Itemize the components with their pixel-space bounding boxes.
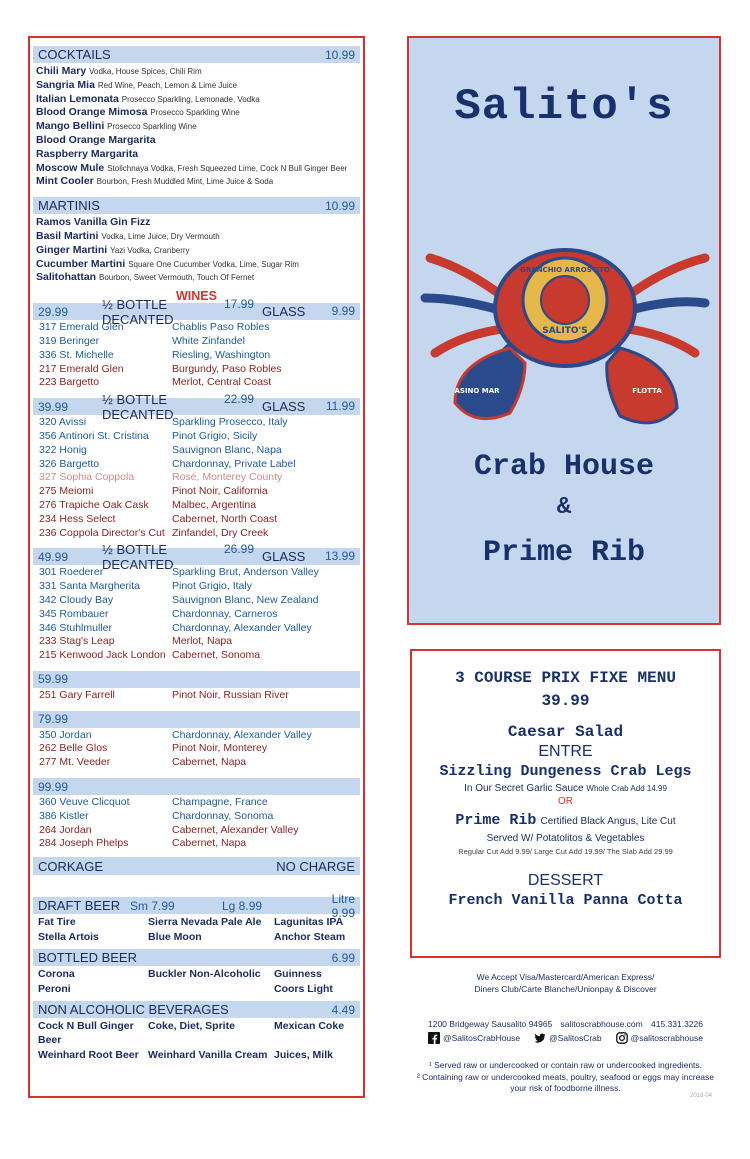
wine-row [36,335,357,349]
wine-bottle-price: 59.99 [38,672,69,687]
prix-fixe-crab-add: Whole Crab Add 14.99 [586,784,667,793]
social-links [410,1032,721,1044]
bottled_beer-cell: Peroni [38,983,71,996]
wine-row [36,430,357,444]
wine-name: 251 Gary Farrell [39,688,115,701]
wine-row [36,527,357,541]
cocktails-item [36,162,357,176]
corkage-label: CORKAGE [38,858,104,874]
crab-seal-arc: GRANCHIO ARROSTITO [520,266,610,274]
wine-row [36,499,357,513]
cocktails-item-desc: Prosecco Sparkling Wine [150,108,240,118]
wine-half-price: 17.99 [223,296,254,311]
martinis-header [33,197,360,214]
martinis-title: MARTINIS [38,198,100,214]
wine-varietal: Chardonnay, Carneros [172,607,278,620]
draft-beer-lg: Lg 8.99 [222,898,263,913]
wine-glass [262,549,355,564]
instagram-handle: @salitoscrabhouse [630,1033,703,1043]
cocktails-item-name: Blood Orange Margarita [36,133,156,146]
cocktails-item-name: Chili Mary [36,65,87,77]
wine-bottle-price: 79.99 [38,712,69,727]
bottled_beer-row [33,966,360,981]
wine-row [36,837,357,851]
cocktails-item-name: Mint Cooler [36,175,94,188]
draft-beer-list [33,914,360,944]
wine-varietal: Pinot Noir, Russian River [172,688,289,701]
wine-name: 233 Stag's Leap [39,635,115,648]
wine-row [36,566,357,580]
wine-group-list [33,728,360,770]
prix-fixe-heading: 3 COURSE PRIX FIXE MENU [455,669,676,687]
non_alcoholic-cell: Mexican Coke [274,1020,345,1033]
martinis-item-desc: Vodka, Lime Juice, Dry Vermouth [101,231,220,241]
cocktails-item-name: Moscow Mule [36,161,105,174]
bottled_beer-cell: Guinness [274,968,322,981]
cocktails-item-desc: Prosecco Sparkling Wine [107,122,197,132]
cocktails-item [36,79,357,93]
non_alcoholic-cell: Cock N Bull Ginger Beer [38,1020,134,1047]
wine-name: 234 Hess Select [39,512,116,525]
wine-name: 215 Kenwood Jack London [39,649,166,662]
wine-row [36,363,357,377]
draft-beer-litre: Litre 9.99 [331,891,355,920]
cocktails-item [36,120,357,134]
prix-fixe-crab: Sizzling Dungeness Crab Legs [439,763,692,780]
wine-row [36,810,357,824]
wine-group-header [33,778,360,795]
cocktails-item-desc: Vodka, House Spices, Chili Rim [89,67,202,76]
wine-name: 360 Veuve Clicquot [39,796,130,809]
wine-varietal: Burgundy, Paso Robles [172,362,282,375]
wine-name: 276 Trapiche Oak Cask [39,498,149,511]
wine-varietal: Cabernet, Napa [172,837,247,850]
bottled-beer-title: BOTTLED BEER [38,950,137,966]
wine-name: 342 Cloudy Bay [39,593,114,606]
prix-fixe-panel [410,649,721,958]
prix-fixe-rib-line [412,810,719,832]
cocktails-item [36,106,357,120]
wine-varietal: Merlot, Central Coast [172,376,272,389]
brand-title: Salito's [454,82,674,132]
wine-varietal: White Zinfandel [172,334,245,347]
wine-name: 264 Jordan [39,823,92,836]
wine-varietal: Zinfandel, Dry Creek [172,526,269,539]
wine-name: 345 Rombauer [39,607,109,620]
wine-varietal: Merlot, Napa [172,635,233,648]
wine-varietal: Cabernet, North Coast [172,512,278,525]
cocktails-item [36,148,357,162]
non-alcoholic-title: NON ALCOHOLIC BEVERAGES [38,1002,229,1018]
crab-claw-left-text: ASINO MAR [454,387,500,395]
wine-varietal: Pinot Noir, Monterey [172,742,268,755]
bottled_beer-cell: Coors Light [274,983,333,996]
non_alcoholic-cell: Weinhard Vanilla Cream [148,1049,268,1062]
wine-name: 301 Roederer [39,566,104,579]
wines-title: WINES [176,289,217,304]
wine-varietal: Chablis Paso Robles [172,321,270,334]
twitter-handle: @SalitosCrab [549,1033,602,1043]
crab-claw-left [455,348,525,419]
non-alcoholic-price: 4.49 [331,1002,355,1017]
draft_beer-row [33,929,360,944]
wine-row [36,471,357,485]
bottled-beer-list [33,966,360,996]
martinis-item [36,216,357,230]
wine-group-header [33,541,360,572]
social-twitter[interactable] [534,1032,602,1044]
cocktails-item-desc: Prosecco Sparkling, Lemonade, Vodka [121,94,260,104]
wine-bottle-price: 39.99 [38,399,69,414]
non-alcoholic-header [33,1001,360,1018]
wine-name: 327 Sophia Coppola [39,471,135,484]
draft_beer-cell: Lagunitas IPA [274,916,344,929]
draft-beer-title: DRAFT BEER [38,898,121,914]
martinis-item [36,244,357,258]
wine-name: 320 Avissi [39,416,87,429]
wine-name: 356 Antinori St. Cristina [39,429,149,442]
prix-fixe-rib-desc: Certified Black Angus, Lite Cut [540,816,676,827]
prix-fixe-dessert-label: DESSERT [527,872,604,889]
wine-name: 217 Emerald Glen [39,362,124,375]
draft_beer-cell: Blue Moon [148,931,202,944]
contact-info [410,1019,721,1031]
cocktails-item [36,134,357,148]
wine-half-label: ½ BOTTLE DECANTED [102,391,174,422]
bottled_beer-row [33,981,360,996]
wine-row [36,796,357,810]
non_alcoholic-cell: Juices, Milk [274,1049,333,1062]
martinis-item-name: Cucumber Martini [36,257,126,270]
wine-varietal: Chardonnay, Private Label [172,457,296,470]
cocktails-item-name: Raspberry Margarita [36,147,139,160]
cocktails-item-name: Blood Orange Mimosa [36,106,148,119]
corkage-band [33,857,360,875]
wine-row [36,444,357,458]
martinis-item-desc: Square One Cucumber Vodka, Lime, Sugar Rim [128,259,299,269]
crab-logo-text: SALITO'S [542,326,588,336]
wine-glass-label: GLASS [262,304,306,320]
health-disclaimer [410,1060,721,1095]
wine-glass-label: GLASS [262,399,306,415]
wine-row [36,649,357,663]
draft-beer-header [33,891,360,920]
non-alcoholic-list [33,1018,360,1062]
wine-name: 336 St. Michelle [39,348,114,361]
prix-fixe-crab-desc [412,782,719,796]
cocktails-header [33,46,360,63]
wine-varietal: Champagne, France [172,796,268,809]
wine-glass [262,399,355,414]
wine-row [36,321,357,335]
corkage-value: NO CHARGE [276,858,355,874]
cocktails-item [36,93,357,107]
crab-seal-inner [541,276,589,324]
wine-half-price: 26.99 [223,541,254,556]
brand-line2: Prime Rib [482,536,646,570]
facebook-handle: @SalitosCrabHouse [443,1033,521,1043]
cocktails-item-desc: Bourbon, Fresh Muddled Mint, Lime Juice & Soda [96,177,274,187]
prix-fixe-entre-label: ENTRE [538,743,593,760]
drinks-panel [28,36,365,1098]
draft_beer-cell: Anchor Steam [274,931,346,944]
wine-varietal: Chardonnay, Alexander Valley [172,728,312,741]
prix-fixe-first-course: Caesar Salad [507,723,624,741]
prix-fixe-or: OR [558,796,573,807]
wine-varietal: Pinot Grigio, Italy [172,580,252,593]
wine-row [36,349,357,363]
contact-phone[interactable]: 415.331.3226 [650,1019,703,1029]
disclaimer-line2: ² Containing raw or undercooked meats, poultry, seafood or eggs may increase [416,1071,715,1082]
brand-line1: Crab House [473,450,655,484]
wine-varietal: Chardonnay, Alexander Valley [172,621,312,634]
wine-group-header [33,391,360,422]
cocktails-item [36,65,357,79]
wine-varietal: Cabernet, Alexander Valley [172,823,299,836]
wine-half-label: ½ BOTTLE DECANTED [102,296,174,327]
wine-name: 284 Joseph Phelps [39,837,129,850]
wine-name: 322 Honig [39,443,87,456]
wine-row [36,580,357,594]
draft-beer-sm: Sm 7.99 [130,898,175,913]
martinis-item [36,230,357,244]
martinis-item [36,271,357,285]
wine-name: 386 Kistler [39,809,89,822]
martinis-item-desc: Yazi Vodka, Cranberry [110,245,190,255]
non_alcoholic-row [33,1018,360,1047]
wine-group-list [33,688,360,703]
wine-varietal: Malbec, Argentina [172,498,257,511]
wine-row [36,513,357,527]
crab-illustration [415,188,715,443]
draft_beer-row [33,914,360,929]
wine-varietal: Chardonnay, Sonoma [172,809,274,822]
contact-website[interactable]: salitoscrabhouse.com [560,1019,643,1029]
wine-row [36,824,357,838]
wine-row [36,416,357,430]
wine-varietal: Sparkling Brut, Anderson Valley [172,566,319,579]
wine-row [36,594,357,608]
wine-group-header [33,711,360,728]
cocktails-item-name: Italian Lemonata [36,92,119,105]
martinis-list [33,214,360,289]
wine-varietal: Pinot Noir, California [172,485,268,498]
prix-fixe-price: 39.99 [541,692,590,710]
wine-row [36,635,357,649]
wine-row [36,622,357,636]
wine-varietal: Pinot Grigio, Sicily [172,429,258,442]
cocktails-item [36,175,357,189]
wine-name: 223 Bargetto [39,376,100,389]
wine-name: 236 Coppola Director's Cut [39,526,165,539]
non_alcoholic-row [33,1047,360,1062]
cocktails-item-name: Mango Bellini [36,120,105,133]
prix-fixe-rib: Prime Rib [455,812,537,829]
wine-varietal: Rosé, Monterey County [172,471,283,484]
draft_beer-cell: Fat Tire [38,916,76,929]
wine-varietal: Cabernet, Napa [172,756,247,769]
instagram-icon [616,1032,628,1044]
wine-name: 331 Santa Margherita [39,580,140,593]
facebook-icon [428,1032,440,1044]
wine-glass-price: 11.99 [325,399,355,414]
cocktails-item-desc: Red Wine, Peach, Lemon & Lime Juice [97,80,238,90]
wine-varietal: Sauvignon Blanc, Napa [172,443,282,456]
martinis-item-name: Ginger Martini [36,243,108,256]
wine-varietal: Sparkling Prosecco, Italy [172,416,288,429]
cocktails-item-name: Sangria Mia [36,78,95,91]
contact-address: 1200 Bridgeway Sausalito 94965 [428,1019,553,1029]
wine-row [36,689,357,703]
wine-group-header [33,671,360,688]
martinis-item-name: Basil Martini [36,229,99,242]
non_alcoholic-cell: Coke, Diet, Sprite [148,1020,235,1033]
non_alcoholic-cell: Weinhard Root Beer [38,1049,139,1062]
wine-name: 262 Belle Glos [39,742,108,755]
prix-fixe-served: Served W/ Potatolitos & Vegetables [486,833,645,844]
wine-row [36,458,357,472]
bottled_beer-cell: Buckler Non-Alcoholic [148,968,261,981]
cocktails-price: 10.99 [324,47,355,62]
print-code: 2018-04 [690,1093,713,1099]
wine-name: 346 Stuhlmuller [39,621,112,634]
bottled-beer-price: 6.99 [331,950,355,965]
wine-name: 277 Mt. Veeder [39,756,111,769]
wine-bottle-price: 49.99 [38,549,69,564]
disclaimer-line3: your risk of foodborne illness. [510,1083,621,1093]
wine-glass-price: 13.99 [324,549,355,564]
wine-varietal: Sauvignon Blanc, New Zealand [172,593,319,606]
wine-group-list [33,565,360,663]
wine-group-list [33,320,360,390]
social-instagram[interactable] [616,1032,703,1044]
wine-name: 275 Meiomi [39,485,94,498]
wine-row [36,485,357,499]
wine-name: 319 Beringer [39,334,100,347]
martinis-item-name: Ramos Vanilla Gin Fizz [36,216,151,229]
wine-row [36,742,357,756]
twitter-icon [534,1032,546,1044]
wine-row [36,608,357,622]
wine-glass-price: 9.99 [331,304,355,319]
crab-claw-right [607,348,677,423]
martinis-item-desc: Bourbon, Sweet Vermouth, Touch Of Fernet [99,273,255,283]
payment-line2: Diners Club/Carte Blanche/Unionpay & Discover [474,983,657,994]
disclaimer-line1: ¹ Served raw or undercooked or contain raw or undercooked ingredients. [428,1060,703,1070]
wine-varietal: Riesling, Washington [172,348,271,361]
martinis-item-name: Salitohattan [36,271,97,284]
payment-info [410,972,721,995]
social-facebook[interactable] [428,1032,520,1044]
wine-varietal: Cabernet, Sonoma [172,649,261,662]
wine-half-label: ½ BOTTLE DECANTED [102,541,174,572]
cocktails-list [33,63,360,193]
prix-fixe-crab-sauce: In Our Secret Garlic Sauce [464,783,584,794]
cocktails-item-desc: Stolichnaya Vodka, Fresh Squeezed Lime, Cock N Bull Ginger Beer [107,163,348,173]
cocktails-title: COCKTAILS [38,47,111,62]
bottled_beer-cell [148,982,274,996]
wine-row [36,729,357,743]
brand-panel [407,36,721,625]
crab-claw-right-text: FLOTTA [632,387,662,395]
wine-row [36,376,357,390]
wine-row [36,756,357,770]
wine-bottle-price: 29.99 [38,304,69,319]
bottled-beer-header [33,949,360,966]
wine-glass-label: GLASS [262,549,306,565]
wine-name: 326 Bargetto [39,457,100,470]
wine-group-list [33,795,360,851]
wine-glass [262,304,355,319]
bottled_beer-cell: Corona [38,968,75,981]
brand-ampersand: & [556,494,572,521]
wine-name: 350 Jordan [39,728,92,741]
prix-fixe-cuts: Regular Cut Add 9.99/ Large Cut Add 19.99/ The Slab Add 29.99 [458,847,673,856]
wine-bottle-price: 99.99 [38,779,69,794]
payment-line1: We Accept Visa/Mastercard/American Express/ [476,972,655,982]
draft_beer-cell: Sierra Nevada Pale Ale [148,916,262,929]
wine-half-price: 22.99 [223,391,254,406]
prix-fixe-dessert: French Vanilla Panna Cotta [448,892,683,909]
wine-group-list [33,415,360,540]
martinis-item [36,258,357,272]
wine-name: 317 Emerald Glen [39,321,124,334]
martinis-price: 10.99 [324,198,355,213]
draft_beer-cell: Stella Artois [38,931,99,944]
